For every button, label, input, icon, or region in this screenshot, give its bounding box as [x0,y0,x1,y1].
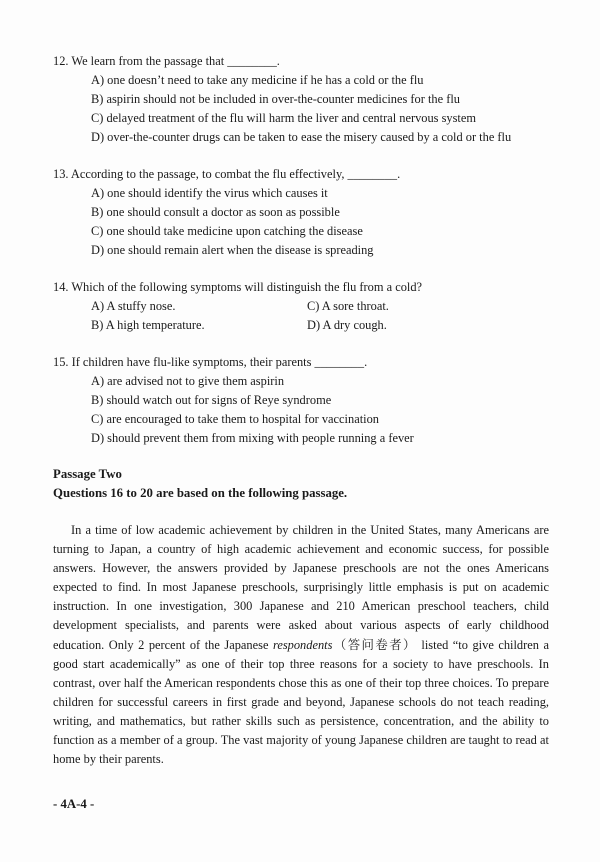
option-c: C) are encouraged to take them to hospital for vaccination [91,412,379,426]
option-c: C) delayed treatment of the flu will harm the liver and central nervous system [91,111,477,125]
option-c: C) A sore throat. [307,299,389,313]
options-row-2 [53,316,563,335]
passage-text-part-2: listed “to give children a good start academically” as one of their top three reasons for a society to have preschools. In contrast, over half the American respondents chose this as one of their top three choices. To prepare children for successful careers in first grade and beyond, Japanese schools do not teach reading, writing, and mathematics, but rather skills such as persistence, concentration, and the ability to function as a member of a group. The vast majority of young Japanese children are taught to read at home by their parents. [53,637,549,767]
question-stem: 13. According to the passage, to combat the flu effectively, ________. [53,167,401,181]
page-number: - 4A-4 - [53,797,95,811]
option-d: D) should prevent them from mixing with people running a fever [91,431,414,445]
option-a: A) one should identify the virus which causes it [91,186,328,200]
option-b: B) should watch out for signs of Reye syndrome [91,393,332,407]
question-12 [53,52,563,147]
passage-italic-term: respondents [272,637,333,652]
options-row-1 [53,297,563,316]
option-c: C) one should take medicine upon catching the disease [91,224,363,238]
passage-gloss: （答问卷者） [332,637,417,652]
option-b: B) one should consult a doctor as soon as possible [91,205,340,219]
option-a: A) one doesn’t need to take any medicine if he has a cold or the flu [91,73,424,87]
question-14 [53,278,563,335]
passage-header [53,465,563,503]
option-d: D) one should remain alert when the disease is spreading [91,243,374,257]
question-stem: 14. Which of the following symptoms will distinguish the flu from a cold? [53,280,423,294]
option-a: A) A stuffy nose. [91,299,176,313]
passage-title: Passage Two [53,467,122,481]
question-13 [53,165,563,260]
passage-text-part-1: In a time of low academic achievement by children in the United States, many Americans are turning to Japan, a country of high academic achievement and economic success, for possible answers. However, the answers provided by Japanese preschools are not the ones Americans expected to find. In most Japanese preschools, surprisingly little emphasis is put on academic instruction. In one investigation, 300 Japanese and 210 American preschool teachers, child development specialists, and parents were asked about various aspects of early childhood education. Only 2 percent of the Japanese [53,523,549,652]
passage-instruction: Questions 16 to 20 are based on the following passage. [53,486,348,500]
option-a: A) are advised not to give them aspirin [91,374,285,388]
option-b: B) A high temperature. [91,318,205,332]
question-stem: 15. If children have flu-like symptoms, their parents ________. [53,355,368,369]
passage-body [53,521,549,769]
option-d: D) over-the-counter drugs can be taken to ease the misery caused by a cold or the flu [91,130,512,144]
question-15 [53,353,563,448]
option-b: B) aspirin should not be included in over-the-counter medicines for the flu [91,92,460,106]
option-d: D) A dry cough. [307,318,387,332]
question-stem: 12. We learn from the passage that ________. [53,54,280,68]
